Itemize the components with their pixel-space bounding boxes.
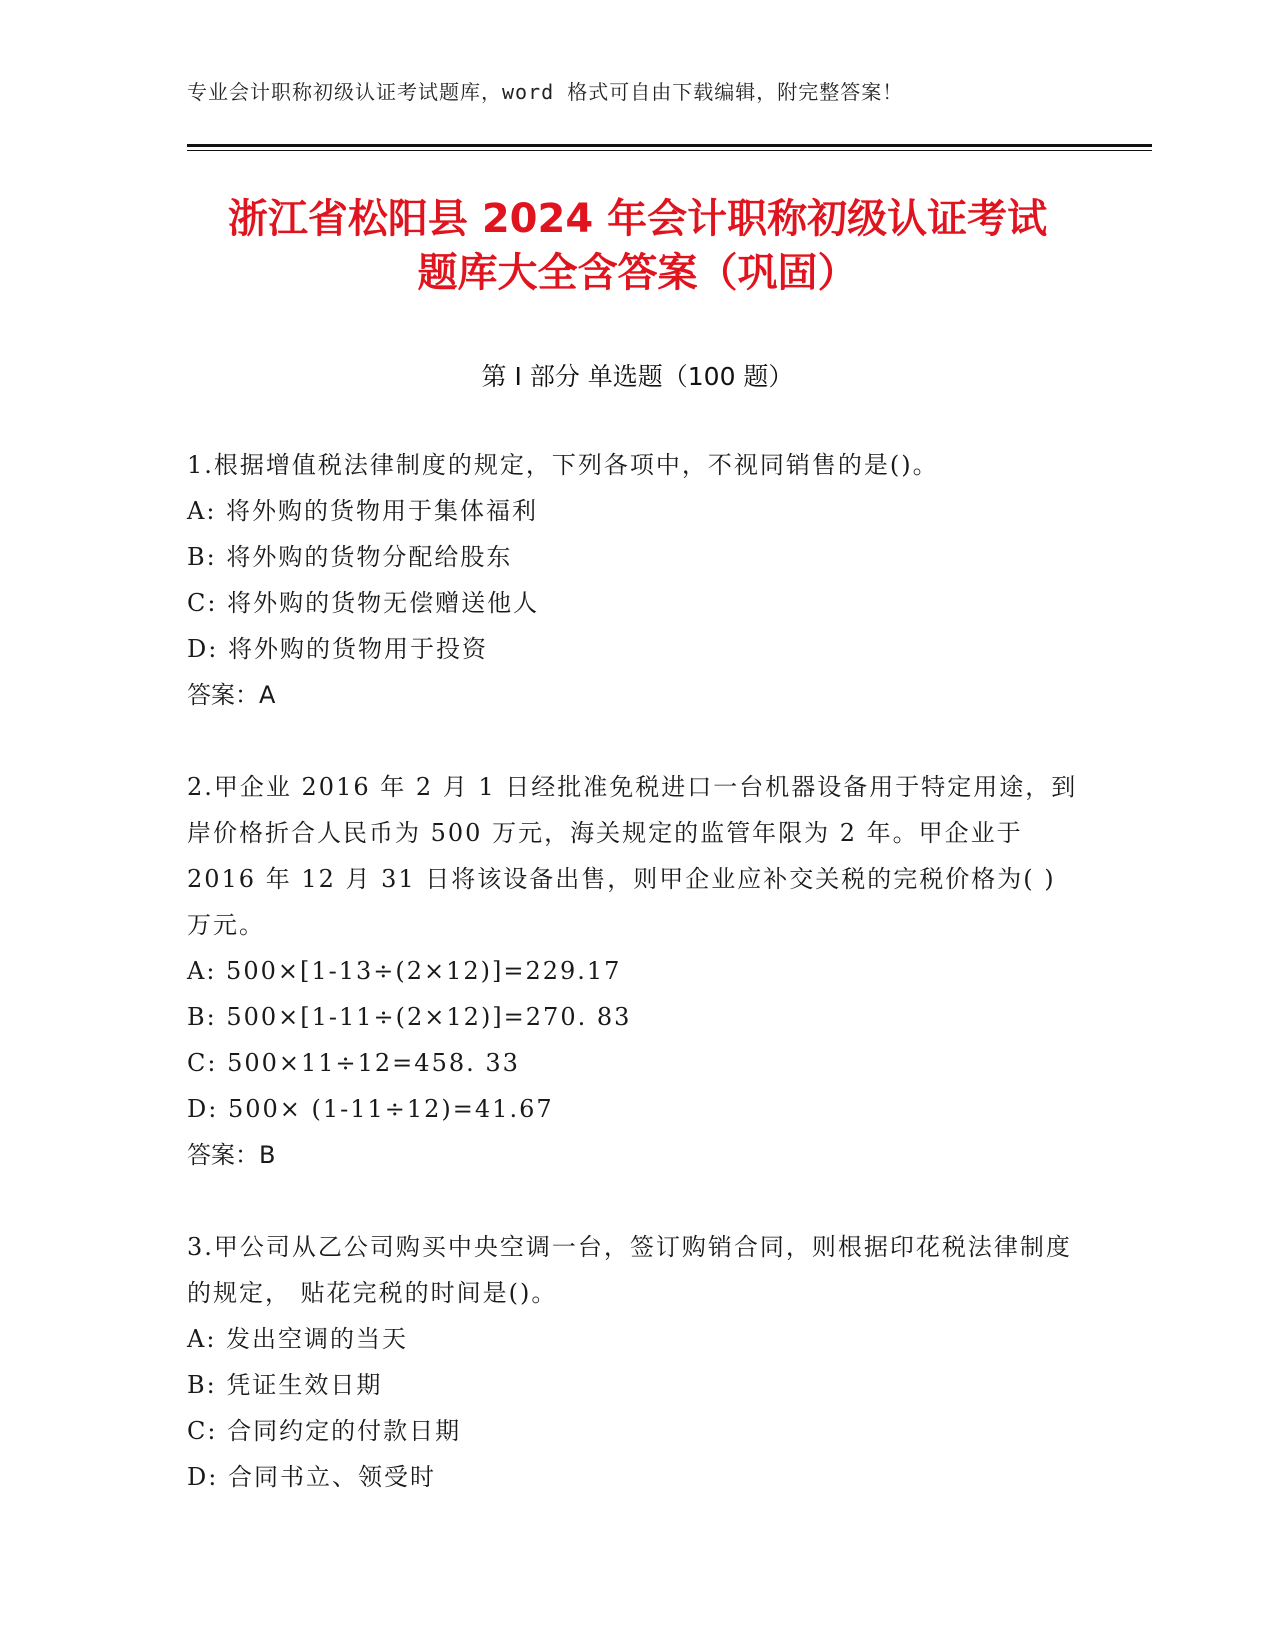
- option-b: B: 500×[1-11÷(2×12)]=270. 83: [187, 1003, 632, 1031]
- question-1: [187, 442, 1087, 718]
- option-b: B: 凭证生效日期: [187, 1371, 383, 1399]
- option-a: A: 发出空调的当天: [187, 1325, 409, 1353]
- document-title: [130, 192, 1145, 300]
- option-d: D: 500× (1-11÷12)=41.67: [187, 1095, 554, 1123]
- question-stem: 1.根据增值税法律制度的规定，下列各项中，不视同销售的是()。: [187, 451, 939, 479]
- header-note: 专业会计职称初级认证考试题库，word 格式可自由下载编辑，附完整答案！: [187, 80, 904, 104]
- question-3: [187, 1224, 1087, 1500]
- question-stem: 2.甲企业 2016 年 2 月 1 日经批准免税进口一台机器设备用于特定用途，到岸价格折合人民币为 500 万元，海关规定的监管年限为 2 年。甲企业于 2016 年 12 月 31 日将该设备出售，则甲企业应补交关税的完税价格为( ) 万元。: [187, 773, 1078, 939]
- question-stem: 3.甲公司从乙公司购买中央空调一台，签订购销合同，则根据印花税法律制度的规定， 贴花完税的时间是()。: [187, 1233, 1072, 1307]
- answer: 答案：B: [187, 1141, 276, 1169]
- option-c: C: 500×11÷12=458. 33: [187, 1049, 520, 1077]
- option-c: C: 合同约定的付款日期: [187, 1417, 462, 1445]
- answer: 答案：A: [187, 681, 276, 709]
- question-list: [187, 442, 1087, 1546]
- option-d: D: 合同书立、领受时: [187, 1463, 436, 1491]
- section-title: 第 I 部分 单选题（100 题）: [481, 362, 794, 391]
- document-title-line-2: 题库大全含答案（巩固）: [417, 250, 858, 296]
- question-2: [187, 764, 1087, 1178]
- header-rule: [187, 144, 1152, 147]
- document-title-line-1: 浙江省松阳县 2024 年会计职称初级认证考试: [227, 196, 1048, 242]
- header-rule-thin: [187, 150, 1152, 151]
- option-d: D: 将外购的货物用于投资: [187, 635, 488, 663]
- option-a: A: 将外购的货物用于集体福利: [187, 497, 539, 525]
- option-a: A: 500×[1-13÷(2×12)]=229.17: [187, 957, 622, 985]
- option-c: C: 将外购的货物无偿赠送他人: [187, 589, 540, 617]
- option-b: B: 将外购的货物分配给股东: [187, 543, 513, 571]
